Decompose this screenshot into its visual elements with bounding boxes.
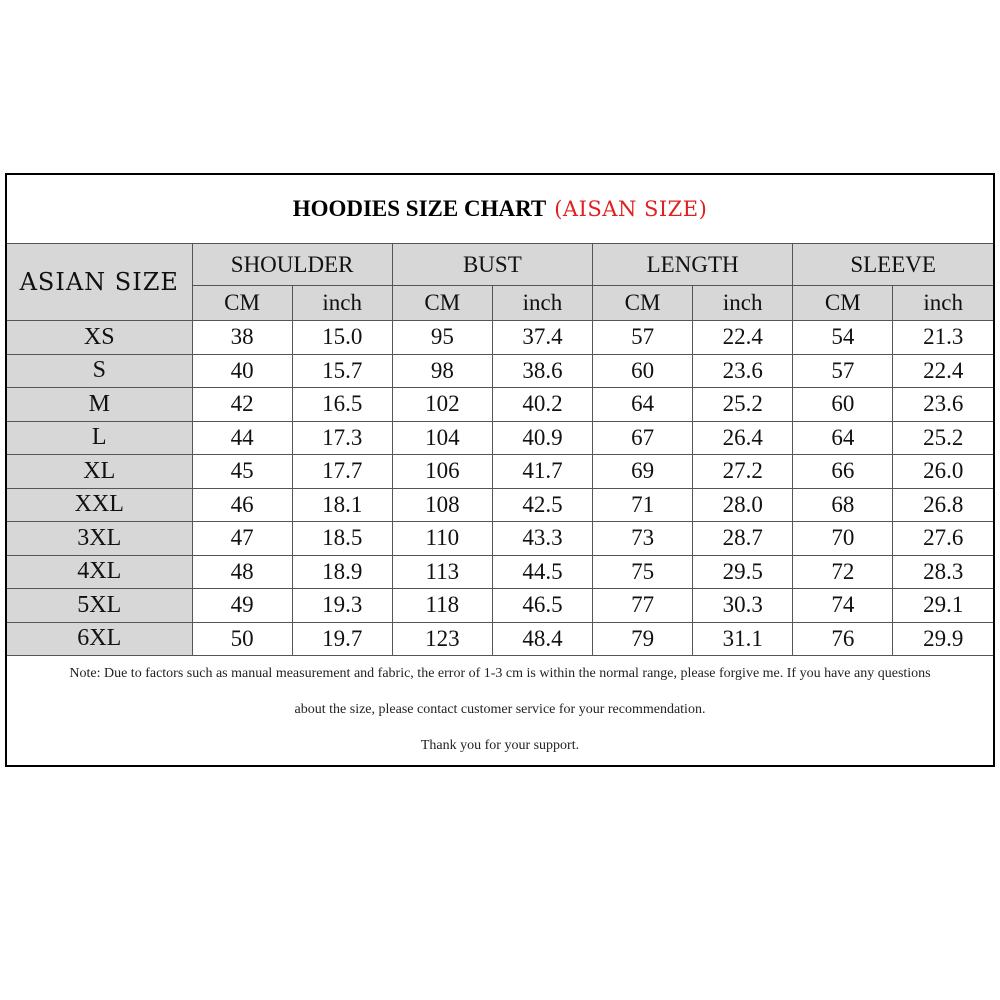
table-cell: 48.4 <box>492 622 592 656</box>
table-cell: 18.1 <box>292 488 392 522</box>
table-cell: 57 <box>793 354 893 388</box>
table-cell: 15.7 <box>292 354 392 388</box>
table-cell: 113 <box>392 555 492 589</box>
table-cell: 29.1 <box>893 589 993 623</box>
table-cell: 77 <box>593 589 693 623</box>
size-label-cell: XL <box>7 455 192 489</box>
unit-header: CM <box>192 286 292 321</box>
table-row <box>7 589 993 623</box>
table-cell: 17.3 <box>292 421 392 455</box>
unit-header: CM <box>593 286 693 321</box>
unit-header: inch <box>292 286 392 321</box>
header-group-row <box>7 244 993 286</box>
table-cell: 19.7 <box>292 622 392 656</box>
table-cell: 23.6 <box>693 354 793 388</box>
table-cell: 67 <box>593 421 693 455</box>
chart-title-sub: (AISAN SIZE) <box>554 197 708 221</box>
size-label-cell: 5XL <box>7 589 192 623</box>
table-cell: 25.2 <box>893 421 993 455</box>
size-label-cell: XXL <box>7 488 192 522</box>
table-cell: 102 <box>392 388 492 422</box>
table-cell: 68 <box>793 488 893 522</box>
table-cell: 21.3 <box>893 321 993 355</box>
size-label-cell: S <box>7 354 192 388</box>
table-cell: 31.1 <box>693 622 793 656</box>
table-cell: 18.5 <box>292 522 392 556</box>
table-row <box>7 622 993 656</box>
table-cell: 19.3 <box>292 589 392 623</box>
table-cell: 27.2 <box>693 455 793 489</box>
size-label-cell: 4XL <box>7 555 192 589</box>
table-cell: 106 <box>392 455 492 489</box>
size-label-cell: XS <box>7 321 192 355</box>
table-cell: 37.4 <box>492 321 592 355</box>
table-cell: 46 <box>192 488 292 522</box>
table-cell: 40.2 <box>492 388 592 422</box>
table-cell: 40 <box>192 354 292 388</box>
note-line-2: about the size, please contact customer service for your recommendation. <box>294 702 706 717</box>
table-cell: 75 <box>593 555 693 589</box>
table-cell: 71 <box>593 488 693 522</box>
unit-header: inch <box>492 286 592 321</box>
table-cell: 95 <box>392 321 492 355</box>
size-chart <box>5 173 995 767</box>
table-cell: 108 <box>392 488 492 522</box>
size-label-cell: L <box>7 421 192 455</box>
table-cell: 27.6 <box>893 522 993 556</box>
table-cell: 26.4 <box>693 421 793 455</box>
table-row <box>7 354 993 388</box>
table-cell: 48 <box>192 555 292 589</box>
bust-header: BUST <box>392 244 592 286</box>
table-cell: 104 <box>392 421 492 455</box>
table-cell: 23.6 <box>893 388 993 422</box>
table-cell: 64 <box>593 388 693 422</box>
table-row <box>7 555 993 589</box>
shoulder-header: SHOULDER <box>192 244 392 286</box>
table-cell: 28.7 <box>693 522 793 556</box>
table-cell: 28.0 <box>693 488 793 522</box>
table-cell: 64 <box>793 421 893 455</box>
table-cell: 50 <box>192 622 292 656</box>
size-table <box>7 244 993 656</box>
unit-header: inch <box>693 286 793 321</box>
size-label-cell: 6XL <box>7 622 192 656</box>
table-cell: 123 <box>392 622 492 656</box>
unit-header: inch <box>893 286 993 321</box>
sleeve-header: SLEEVE <box>793 244 993 286</box>
size-label-cell: 3XL <box>7 522 192 556</box>
table-row <box>7 522 993 556</box>
size-label-cell: M <box>7 388 192 422</box>
table-cell: 41.7 <box>492 455 592 489</box>
table-cell: 40.9 <box>492 421 592 455</box>
table-cell: 60 <box>593 354 693 388</box>
table-row <box>7 388 993 422</box>
table-cell: 30.3 <box>693 589 793 623</box>
table-cell: 26.0 <box>893 455 993 489</box>
table-cell: 16.5 <box>292 388 392 422</box>
table-cell: 79 <box>593 622 693 656</box>
table-cell: 49 <box>192 589 292 623</box>
chart-title <box>7 175 993 244</box>
table-row <box>7 321 993 355</box>
table-cell: 28.3 <box>893 555 993 589</box>
table-cell: 22.4 <box>893 354 993 388</box>
table-row <box>7 421 993 455</box>
table-cell: 42 <box>192 388 292 422</box>
table-cell: 45 <box>192 455 292 489</box>
table-row <box>7 488 993 522</box>
table-cell: 70 <box>793 522 893 556</box>
table-row <box>7 455 993 489</box>
table-cell: 15.0 <box>292 321 392 355</box>
table-cell: 118 <box>392 589 492 623</box>
table-cell: 60 <box>793 388 893 422</box>
unit-header: CM <box>392 286 492 321</box>
table-cell: 47 <box>192 522 292 556</box>
table-cell: 98 <box>392 354 492 388</box>
table-cell: 69 <box>593 455 693 489</box>
table-cell: 46.5 <box>492 589 592 623</box>
table-cell: 38 <box>192 321 292 355</box>
table-cell: 22.4 <box>693 321 793 355</box>
table-cell: 66 <box>793 455 893 489</box>
note-line-3: Thank you for your support. <box>420 738 580 753</box>
chart-title-main: HOODIES SIZE CHART <box>292 196 547 221</box>
table-cell: 76 <box>793 622 893 656</box>
table-cell: 44 <box>192 421 292 455</box>
table-cell: 74 <box>793 589 893 623</box>
note <box>7 656 993 774</box>
table-cell: 110 <box>392 522 492 556</box>
unit-header: CM <box>793 286 893 321</box>
note-line-1: Note: Due to factors such as manual measurement and fabric, the error of 1-3 cm is within the normal range, please forgive me. If you have any questions <box>69 666 931 681</box>
table-cell: 44.5 <box>492 555 592 589</box>
table-cell: 73 <box>593 522 693 556</box>
table-cell: 29.9 <box>893 622 993 656</box>
length-header: LENGTH <box>593 244 793 286</box>
asian-size-header: ASIAN SIZE <box>7 244 192 321</box>
table-cell: 57 <box>593 321 693 355</box>
table-cell: 43.3 <box>492 522 592 556</box>
table-cell: 38.6 <box>492 354 592 388</box>
table-cell: 54 <box>793 321 893 355</box>
table-cell: 25.2 <box>693 388 793 422</box>
table-cell: 18.9 <box>292 555 392 589</box>
table-cell: 72 <box>793 555 893 589</box>
table-cell: 17.7 <box>292 455 392 489</box>
table-cell: 26.8 <box>893 488 993 522</box>
table-cell: 42.5 <box>492 488 592 522</box>
table-cell: 29.5 <box>693 555 793 589</box>
